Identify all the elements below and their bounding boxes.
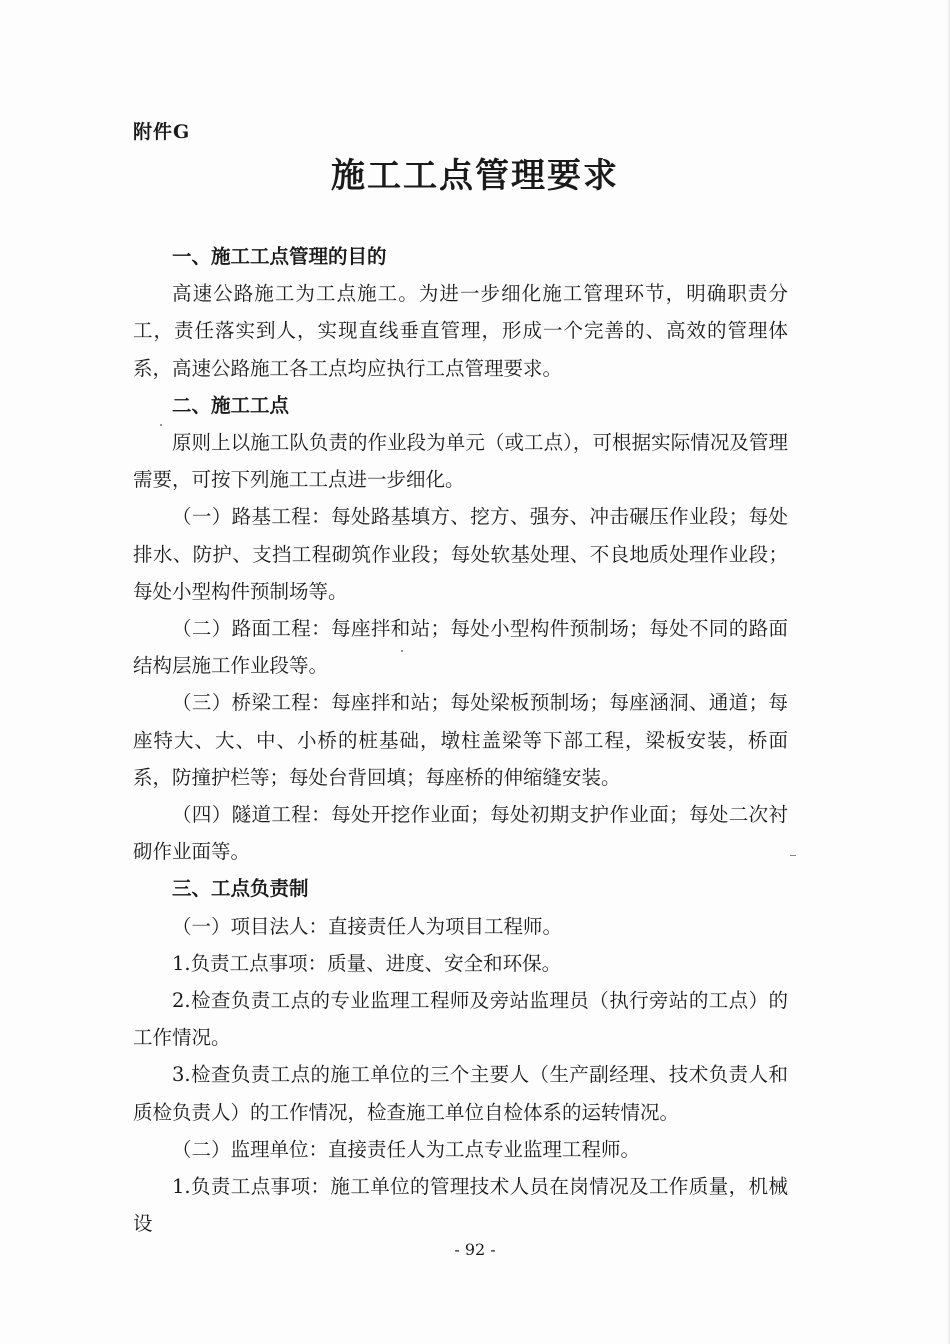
body-paragraph: （二）监理单位：直接责任人为工点专业监理工程师。 (172, 1137, 641, 1161)
body-paragraph: （三）桥梁工程：每座拌和站；每处梁板预制场；每座涵洞、通道；每座特大、大、中、小桥的桩基础，墩柱盖梁等下部工程，梁板安装，桥面系，防撞护栏等；每处台背回填；每座桥的伸缩缝安装。 (133, 691, 788, 789)
page-title: 施工工点管理要求 (331, 156, 619, 196)
annex-label: 附件G (133, 121, 191, 143)
body-paragraph: 1.负责工点事项：施工单位的管理技术人员在岗情况及工作质量，机械设 (133, 1175, 788, 1236)
body-paragraph: （四）隧道工程：每处开挖作业面；每处初期支护作业面；每处二次衬砌作业面等。 (133, 803, 788, 864)
body-paragraph: （一）路基工程：每处路基填方、挖方、强夯、冲击碾压作业段；每处排水、防护、支挡工程砌筑作业段；每处软基处理、不良地质处理作业段；每处小型构件预制场等。 (133, 505, 788, 603)
section-heading: 一、施工工点管理的目的 (172, 245, 387, 268)
section-heading: 三、工点负责制 (172, 877, 309, 901)
scan-speck (160, 424, 162, 426)
body-paragraph: 原则上以施工队负责的作业段为单元（或工点），可根据实际情况及管理需要，可按下列施工工点进一步细化。 (133, 431, 788, 492)
body-text (133, 238, 788, 1242)
body-paragraph: （一）项目法人：直接责任人为项目工程师。 (172, 914, 563, 938)
body-paragraph: 1.负责工点事项：质量、进度、安全和环保。 (172, 951, 562, 975)
body-paragraph: 2.检查负责工点的专业监理工程师及旁站监理员（执行旁站的工点）的工作情况。 (133, 989, 788, 1050)
scan-speck (401, 650, 403, 652)
body-paragraph: （二）路面工程：每座拌和站；每处小型构件预制场；每处不同的路面结构层施工作业段等。 (133, 617, 788, 678)
body-paragraph: 高速公路施工为工点施工。为进一步细化施工管理环节，明确职责分工，责任落实到人，实现直线垂直管理，形成一个完善的、高效的管理体系，高速公路施工各工点均应执行工点管理要求。 (133, 282, 788, 380)
scan-mark (790, 855, 796, 856)
section-heading: 二、施工工点 (172, 393, 290, 417)
body-paragraph: 3.检查负责工点的施工单位的三个主要人（生产副经理、技术负责人和质检负责人）的工作情况，检查施工单位自检体系的运转情况。 (133, 1063, 788, 1124)
page-number: - 92 - (454, 1240, 496, 1259)
